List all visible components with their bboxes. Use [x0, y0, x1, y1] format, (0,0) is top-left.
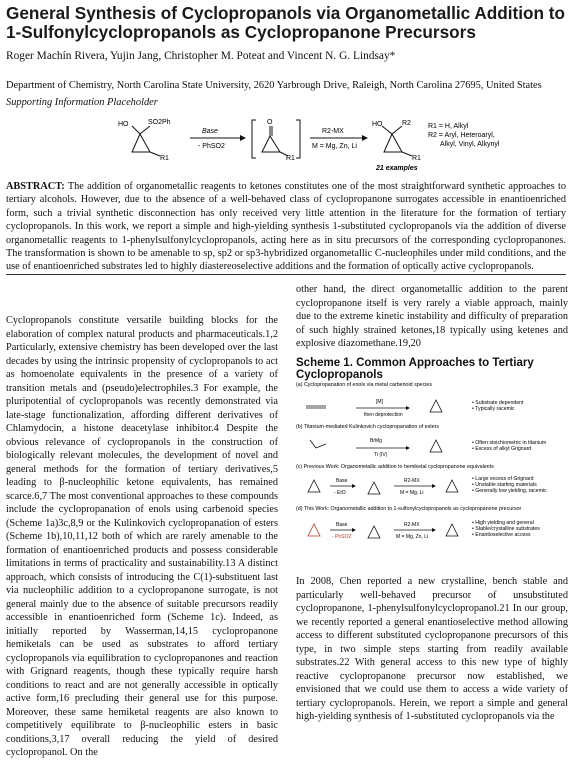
scheme-d-header: (d) This Work: Organometallic addition to 1-sulfonylcyclopropanols as cyclopropanone precursor — [296, 506, 522, 512]
toc-graphic — [110, 112, 530, 172]
body-right-column-bottom — [296, 575, 568, 724]
scheme-a-bullet-2: • Typically racemic — [472, 406, 515, 412]
toc-r2-def2: Alkyl, Vinyl, Alkynyl — [440, 141, 500, 148]
toc-metals: M = Mg, Zn, Li — [312, 143, 357, 150]
scheme-d-metals: M = Mg, Zn, Li — [396, 534, 429, 540]
scheme-b-catalyst: Ti (IV) — [374, 452, 388, 458]
toc-examples: 21 examples — [376, 165, 418, 172]
scheme-d-bullet-3: • Enantioselective access — [472, 532, 531, 538]
toc-r1-def: R1 = H, Alkyl — [428, 123, 469, 130]
toc-int-r1: R1 — [286, 155, 295, 162]
scheme-drawing — [296, 378, 568, 568]
toc-scheme — [110, 112, 530, 172]
body-paragraph-left: Cyclopropanols constitute versatile building blocks for the elaboration of complex natural products and pharmaceuticals.1,2 Particularly, extensive chemistry has been developed over the last decades by using the intrinsic propensity of cyclopropanols to act as homoenolate equivalents in the presence of a variety of transition metals and (pseudo)electrophiles.3 For example, the pluripotential of cyclopropanols was recently demonstrated via late-stage functionalization, affording different derivatives of Chlamydocin, a histone deacetylase inhibitor.4 Despite the obvious relevance of cyclopropanols in the construction of biologically relevant molecules, the development of novel and general methods for the formation of tertiary derivatives,5 leading to β-nucleophilic ketone equivalents, has remained scarce.6,7 The most conventional approaches to these compounds include the cyclopropanation of enols using carbenoid species (Scheme 1a)3c,8,9 or the Kulinkovich cyclopropanation of esters (Scheme 1b),10,11,12 both of which are rarely amenable to the formation of enantioenriched products and possess considerable limitations in terms of practicality and sustainability.13 A distinct approach, which consists of introducing the C(1)-substituent last via nucleophilic addition to a cyclopropanone surrogate, is not general mainly due to the absence of suitable precursors readily accessible in enantioenriched form (Scheme 1c). Indeed, as initially reported by Wasserman,14,15 cyclopropanone hemiketals can be used as substrates to afford tertiary cyclopropanols via equilibration to cyclopropanones and reaction with Grignard reagents, though these typically require harsh conditions to react and are not generally accessible in optically active form,16 precluding their general use for this purpose. Moreover, these same hemiketal reagents are also known to competitively equilibrate to β-nucleophilic esters in basic conditions,3,17 overall reducing the yield of desired cyclopropanol. On the — [6, 315, 278, 758]
body-right-column-top — [296, 283, 568, 351]
body-paragraph-right-bottom: In 2008, Chen reported a new crystalline, bench stable and particularly well-behaved precursor of unsubstituted cyclopropanone, 1-phenylsulfonylcyclopropanol.21 In our group, we recently reported a general enantioselective method allowing access to different substituted cyclopropanone precursors of this type, in two simple steps starting from readily available substrates.22 With general access to this new type of highly reactive cyclopropanone precursor now established, we envisioned that we could use them to access a wide variety of tertiary cyclopropanols. Herein, we report a simple and general high-yielding synthesis of 1-substituted cyclopropanols via the — [296, 576, 568, 722]
scheme-a-reagent: [M] — [376, 399, 383, 405]
body-paragraph-right-top: other hand, the direct organometallic addition to the parent cyclopropanone itself is very rarely a viable approach, mainly due to the extreme kinetic instability and difficulty of preparation of such highly strained ketones,18 typically using ketenes and explosive diazomethane.19,20 — [296, 284, 568, 349]
scheme-d-minus: - PhSO2 — [332, 534, 352, 540]
scheme-1 — [296, 378, 568, 568]
scheme-c-metals: M = Mg, Li — [400, 490, 424, 496]
scheme-d-base: Base — [336, 522, 348, 528]
toc-r2-def: R2 = Aryl, Heteroaryl, — [428, 132, 495, 139]
toc-prod-r1: R1 — [412, 155, 421, 162]
scheme-b-bullet-2: • Excess of alkyl Grignard — [472, 446, 532, 452]
toc-prod-ho: HO — [372, 121, 383, 128]
scheme-d-reagent: R2-MX — [404, 522, 420, 528]
scheme-b-header: (b) Titanium-mediated Kulinkovich cyclopropanation of esters — [296, 424, 440, 430]
scheme-c-bullet-3: • Generally low yielding, racemic — [472, 488, 547, 494]
scheme-d-bullet-1: • High yielding and general — [472, 520, 534, 526]
scheme-b-bullet-1: • Often stoichiometric in titanium — [472, 440, 547, 446]
scheme-b-reagent: BrMg — [370, 438, 382, 444]
scheme-title: Scheme 1. Common Approaches to Tertiary Cyclopropanols — [296, 357, 534, 381]
scheme-c-bullet-2: • Unstable starting materials — [472, 482, 537, 488]
abstract — [6, 180, 566, 274]
abstract-text: The addition of organometallic reagents to ketones constitutes one of the most straightforward synthetic approaches to tertiary alcohols. However, due to the absence of a well-behaved class of cyclopropanone surrogates accessible in enantioenriched form, such a trivial synthetic disconnection has only received very little attention in the literature for the formation of tertiary cyclopropanols. In this work, we report a simple and high-yielding synthesis 1-substituted cyclopropanols via the addition of diverse organometallic reagents to 1-phenylsulfonylcyclopropanols, acting here as in situ precursors of the corresponding cyclopropanones. The transformation is shown to be amenable to sp, sp2 or sp3-hybridized organometallic C-nucleophiles under mild conditions, and the use of enantioenriched substrates led to highly diastereoselective additions and the formation of optically active cyclopropanols. — [6, 181, 566, 273]
toc-base: Base — [202, 128, 218, 135]
scheme-c-minus: - EtO — [334, 490, 346, 496]
section-divider — [6, 274, 566, 275]
scheme-c-reagent: R2-MX — [404, 478, 420, 484]
toc-prod-r2: R2 — [402, 120, 411, 127]
toc-minus: - PhSO2 — [198, 143, 225, 150]
scheme-d-bullet-2: • Stable/crystalline substrates — [472, 526, 540, 532]
scheme-a-bullet-1: • Substrate dependent — [472, 400, 524, 406]
toc-sm-so2ph: SO2Ph — [148, 119, 171, 126]
scheme-c-header: (c) Previous Work: Organometallic addition to hemiketal cyclopropanone equivalents — [296, 464, 494, 470]
paper-title: General Synthesis of Cyclopropanols via Organometallic Addition to 1-Sulfonylcyclopropanols as Cyclopropanone Precursors — [6, 3, 566, 42]
supporting-info-placeholder: Supporting Information Placeholder — [6, 97, 158, 108]
toc-sm-r1: R1 — [160, 155, 169, 162]
scheme-a-header: (a) Cyclopropanation of enols via metal carbenoid species — [296, 382, 433, 388]
toc-int-o: O — [267, 119, 273, 126]
affiliation: Department of Chemistry, North Carolina State University, 2620 Yarbrough Drive, Raleigh, North Carolina 27695, United States — [6, 80, 542, 91]
scheme-c-base: Base — [336, 478, 348, 484]
scheme-a-then: then deprotection — [364, 412, 403, 418]
toc-reagent: R2-MX — [322, 128, 344, 135]
authors: Roger Machín Rivera, Yujin Jang, Christopher M. Poteat and Vincent N. G. Lindsay* — [6, 50, 396, 62]
scheme-c-bullet-1: • Large excess of Grignard — [472, 476, 534, 482]
toc-sm-ho: HO — [118, 121, 129, 128]
body-left-column — [6, 314, 278, 760]
abstract-label: ABSTRACT: — [6, 181, 65, 192]
